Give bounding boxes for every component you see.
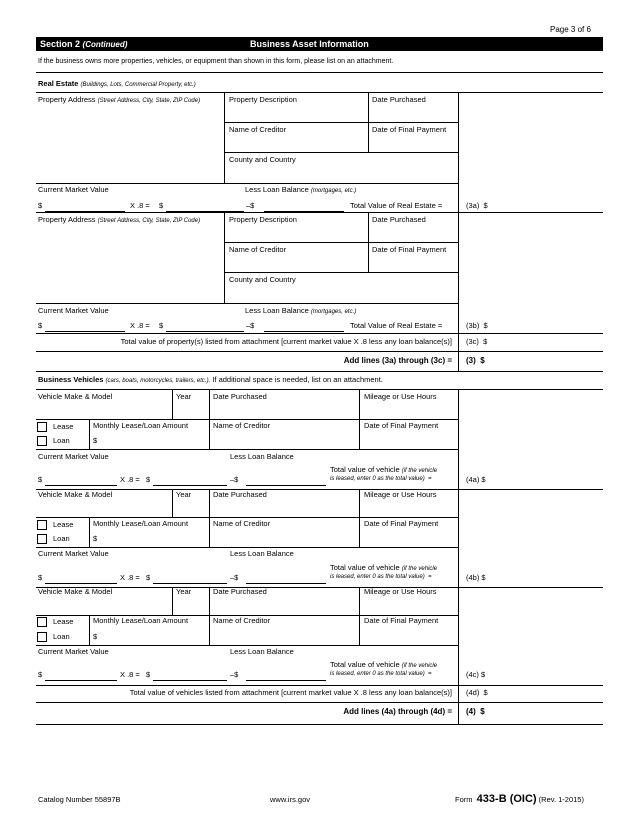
vehicle-loan-field-2[interactable] [246, 583, 326, 584]
date-purchased-label-v2: Date Purchased [213, 490, 267, 499]
real-estate-heading: Real Estate (Buildings, Lots, Commercial Property, etc.) [38, 79, 196, 88]
lease-label-2: Lease [53, 520, 74, 529]
total-vehicle-label-1: Total value of vehicle (if the vehicle [330, 465, 438, 474]
section-header [36, 37, 603, 51]
add-lines-4-label: Add lines (4a) through (4d) = [343, 707, 452, 716]
line-3a-label: (3a) $ [466, 201, 488, 210]
total-vehicle-label-2: Total value of vehicle (if the vehicle [330, 563, 438, 572]
date-purchased-label-1: Date Purchased [372, 95, 426, 104]
market-value-field-2[interactable] [45, 331, 125, 332]
line-4d-field[interactable] [492, 687, 600, 699]
line-4b-field[interactable] [492, 572, 600, 584]
total-real-estate-label-1: Total Value of Real Estate = [350, 201, 443, 210]
vehicle-equity-field-2[interactable] [153, 583, 227, 584]
mileage-label-3: Mileage or Use Hours [364, 587, 437, 596]
total-real-estate-label-2: Total Value of Real Estate = [350, 321, 443, 330]
line-3a-field[interactable] [490, 200, 600, 212]
dollar-sign: $ [38, 670, 43, 679]
vehicle-market-value-label-3: Current Market Value [38, 647, 109, 656]
line-4b-label: (4b) $ [466, 573, 486, 582]
loan-label-1: Loan [53, 436, 70, 445]
market-value-label-1: Current Market Value [38, 185, 109, 194]
total-vehicle-note-2: is leased, enter 0 as the total value) = [330, 574, 432, 580]
section-title: Business Asset Information [250, 38, 369, 49]
vehicle-market-value-label-1: Current Market Value [38, 452, 109, 461]
form-identifier: Form 433-B (OIC) (Rev. 1-2015) [455, 793, 584, 805]
creditor-label-1: Name of Creditor [229, 125, 287, 134]
dollar-sign: $ [146, 670, 151, 679]
property-address-field-2[interactable] [38, 226, 218, 244]
county-country-label-2: County and Country [229, 275, 296, 284]
make-model-label-3: Vehicle Make & Model [38, 587, 113, 596]
multiplier: X .8 = [130, 201, 150, 210]
dollar-sign: $ [93, 534, 98, 543]
vehicle-market-value-field-2[interactable] [45, 583, 117, 584]
vehicles-heading: Business Vehicles (cars, boats, motorcycles, trailers, etc.). If additional space is needed, list on an attachment. [38, 375, 383, 384]
creditor-label-2: Name of Creditor [229, 245, 287, 254]
final-payment-label-2: Date of Final Payment [372, 245, 447, 254]
market-value-label-2: Current Market Value [38, 306, 109, 315]
creditor-label-v3: Name of Creditor [213, 616, 271, 625]
creditor-label-v1: Name of Creditor [213, 421, 271, 430]
lease-label-1: Lease [53, 422, 74, 431]
vehicle-equity-field-1[interactable] [153, 485, 227, 486]
vehicle-loan-field-3[interactable] [246, 680, 326, 681]
dollar-sign: $ [38, 201, 43, 210]
catalog-number: Catalog Number 55897B [38, 795, 121, 804]
minus-dollar: –$ [230, 573, 239, 582]
line-4c-field[interactable] [492, 669, 600, 681]
vehicle-loan-balance-label-3: Less Loan Balance [230, 647, 294, 656]
date-purchased-label-v1: Date Purchased [213, 392, 267, 401]
minus-dollar: –$ [246, 321, 255, 330]
vehicle-market-value-field-3[interactable] [45, 680, 117, 681]
lease-checkbox-2[interactable] [37, 520, 47, 530]
dollar-sign: $ [93, 632, 98, 641]
lease-checkbox-1[interactable] [37, 422, 47, 432]
mileage-label-2: Mileage or Use Hours [364, 490, 437, 499]
line-3-label: (3) $ [466, 356, 485, 365]
year-label-2: Year [176, 490, 192, 499]
dollar-sign: $ [146, 573, 151, 582]
make-model-label-1: Vehicle Make & Model [38, 392, 113, 401]
property-address-label-2: Property Address (Street Address, City, State, ZIP Code) [38, 215, 201, 224]
property-description-label-2: Property Description [229, 215, 297, 224]
lease-checkbox-3[interactable] [37, 617, 47, 627]
loan-checkbox-1[interactable] [37, 436, 47, 446]
monthly-amount-label-2: Monthly Lease/Loan Amount [93, 519, 189, 528]
total-vehicle-label-3: Total value of vehicle (if the vehicle [330, 660, 438, 669]
multiplier: X .8 = [120, 670, 140, 679]
loan-checkbox-2[interactable] [37, 534, 47, 544]
final-payment-label-v3: Date of Final Payment [364, 616, 439, 625]
mileage-label-1: Mileage or Use Hours [364, 392, 437, 401]
loan-label-3: Loan [53, 632, 70, 641]
page-number: Page 3 of 6 [550, 25, 591, 34]
line-3c-field[interactable] [490, 336, 600, 348]
total-vehicle-note-3: is leased, enter 0 as the total value) = [330, 671, 432, 677]
line-3b-field[interactable] [490, 320, 600, 332]
line-3c-label: (3c) $ [466, 337, 488, 346]
loan-checkbox-3[interactable] [37, 632, 47, 642]
attachment-total-property-label: Total value of property(s) listed from attachment [current market value X .8 less any loan balance(s)] [120, 337, 452, 346]
line-3b-label: (3b) $ [466, 321, 488, 330]
dollar-sign: $ [159, 321, 164, 330]
dollar-sign: $ [38, 573, 43, 582]
property-address-label-1: Property Address (Street Address, City, State, ZIP Code) [38, 95, 201, 104]
minus-dollar: –$ [246, 201, 255, 210]
loan-balance-label-1: Less Loan Balance (mortgages, etc.) [245, 185, 357, 194]
dollar-sign: $ [93, 436, 98, 445]
line-4-field[interactable] [492, 705, 600, 718]
year-label-3: Year [176, 587, 192, 596]
date-purchased-label-2: Date Purchased [372, 215, 426, 224]
equity-field-2[interactable] [166, 331, 244, 332]
loan-label-2: Loan [53, 534, 70, 543]
line-4a-label: (4a) $ [466, 475, 486, 484]
dollar-sign: $ [38, 321, 43, 330]
property-description-label-1: Property Description [229, 95, 297, 104]
final-payment-label-v1: Date of Final Payment [364, 421, 439, 430]
year-label-1: Year [176, 392, 192, 401]
vehicle-market-value-field-1[interactable] [45, 485, 117, 486]
final-payment-label-1: Date of Final Payment [372, 125, 447, 134]
loan-balance-field-2[interactable] [264, 331, 344, 332]
make-model-label-2: Vehicle Make & Model [38, 490, 113, 499]
vehicle-loan-balance-label-2: Less Loan Balance [230, 549, 294, 558]
vehicle-loan-field-1[interactable] [246, 485, 326, 486]
minus-dollar: –$ [230, 670, 239, 679]
add-lines-3-label: Add lines (3a) through (3c) = [343, 356, 452, 365]
line-4a-field[interactable] [492, 474, 600, 486]
county-country-label-1: County and Country [229, 155, 296, 164]
attachment-total-vehicles-label: Total value of vehicles listed from attachment [current market value X .8 less any loan balance(s)] [129, 688, 452, 697]
vehicle-equity-field-3[interactable] [153, 680, 227, 681]
lease-label-3: Lease [53, 617, 74, 626]
line-4-label: (4) $ [466, 707, 485, 716]
monthly-amount-label-1: Monthly Lease/Loan Amount [93, 421, 189, 430]
multiplier: X .8 = [130, 321, 150, 330]
line-3-field[interactable] [490, 354, 600, 367]
creditor-label-v2: Name of Creditor [213, 519, 271, 528]
final-payment-label-v2: Date of Final Payment [364, 519, 439, 528]
property-address-field-1[interactable] [38, 106, 218, 124]
multiplier: X .8 = [120, 573, 140, 582]
loan-balance-label-2: Less Loan Balance (mortgages, etc.) [245, 306, 357, 315]
date-purchased-label-v3: Date Purchased [213, 587, 267, 596]
line-4c-label: (4c) $ [466, 670, 486, 679]
line-4d-label: (4d) $ [466, 688, 488, 697]
minus-dollar: –$ [230, 475, 239, 484]
multiplier: X .8 = [120, 475, 140, 484]
total-vehicle-note-1: is leased, enter 0 as the total value) = [330, 476, 432, 482]
monthly-amount-label-3: Monthly Lease/Loan Amount [93, 616, 189, 625]
intro-text: If the business owns more properties, vehicles, or equipment than shown in this form, please list on an attachment. [38, 58, 394, 65]
section-label: Section 2 (Continued) [40, 38, 128, 49]
irs-website: www.irs.gov [270, 795, 311, 804]
dollar-sign: $ [159, 201, 164, 210]
dollar-sign: $ [38, 475, 43, 484]
dollar-sign: $ [146, 475, 151, 484]
vehicle-market-value-label-2: Current Market Value [38, 549, 109, 558]
vehicle-loan-balance-label-1: Less Loan Balance [230, 452, 294, 461]
